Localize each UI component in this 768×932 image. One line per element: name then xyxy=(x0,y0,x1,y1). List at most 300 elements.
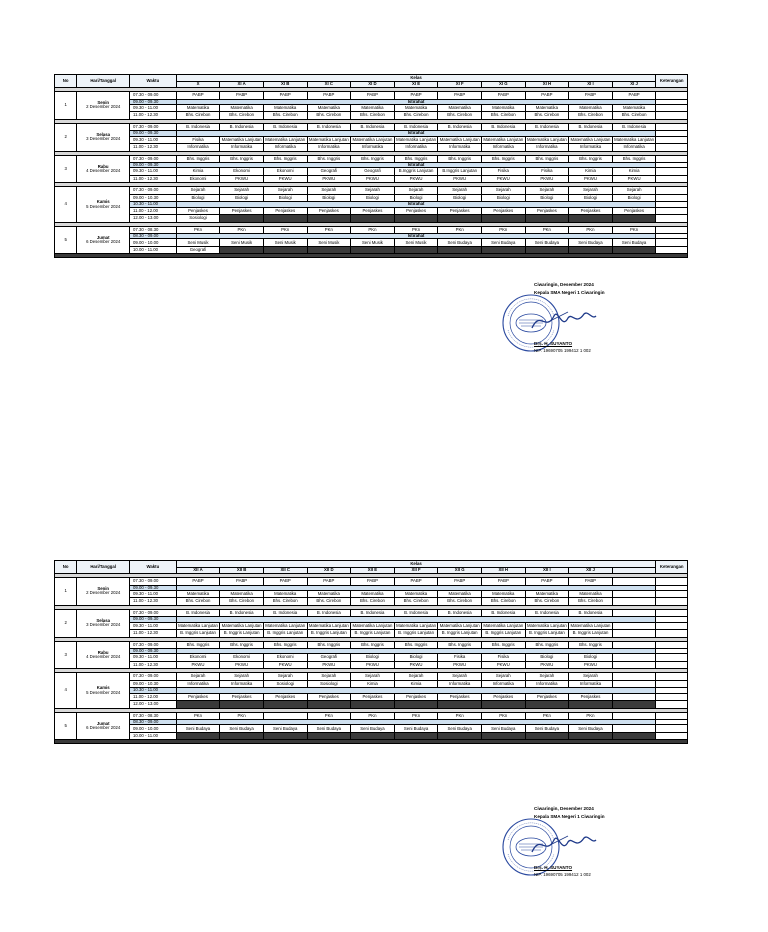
table-row xyxy=(55,673,688,681)
subject-cell: Penjaskes xyxy=(176,693,220,701)
subject-cell: Bhs. Cirebon xyxy=(263,598,307,606)
table-row xyxy=(55,622,688,630)
subject-cell: Fisika xyxy=(525,168,569,176)
day-date: 5 Desember 2024 xyxy=(86,203,121,209)
time-slot: 12.00 - 13.00 xyxy=(130,701,177,709)
subject-cell: Matematika Lanjutan xyxy=(352,136,393,142)
day-date: 3 Desember 2024 xyxy=(86,136,121,142)
subject-cell: PKn xyxy=(569,226,613,234)
signature-scribble xyxy=(528,828,598,858)
subject-cell: Bhs. Cirebon xyxy=(394,112,438,120)
subject-cell: Seni Musik xyxy=(394,239,438,247)
subject-cell: B. Indonesia xyxy=(176,123,220,131)
signature-place-date: Ciwaringin, Desember 2024 xyxy=(534,806,594,811)
subject-cell xyxy=(394,701,438,709)
time-slot: 11.00 - 12.00 xyxy=(130,207,177,215)
subject-cell: Matematika xyxy=(569,104,613,112)
subject-cell: Matematika xyxy=(351,104,395,112)
subject-cell: PABP xyxy=(438,92,482,100)
subject-cell: PKn xyxy=(307,712,351,720)
subject-cell: Matematika Lanjutan xyxy=(265,136,306,142)
subject-cell xyxy=(569,246,613,254)
subject-cell xyxy=(612,680,656,688)
subject-cell: Bhs. Inggris xyxy=(569,155,613,163)
time-slot: 12.00 - 13.00 xyxy=(130,215,177,223)
subject-cell: B. Inggris Lanjutan xyxy=(220,630,264,638)
time-slot: 09.00 - 09.30 xyxy=(130,99,177,104)
table-row xyxy=(55,92,688,100)
time-slot: 07.30 - 09.00 xyxy=(130,123,177,131)
table-row xyxy=(55,239,688,247)
class-header: XI B xyxy=(263,81,307,88)
class-header: XII E xyxy=(351,567,395,574)
day-number: 5 xyxy=(55,712,77,740)
subject-cell: Bhs. Cirebon xyxy=(351,112,395,120)
subject-cell xyxy=(351,215,395,223)
keterangan-cell xyxy=(656,673,688,681)
subject-cell: Ekonomi xyxy=(263,168,307,176)
subject-cell: Penjaskes xyxy=(176,207,220,215)
subject-cell: PKWU xyxy=(307,175,351,183)
subject-cell: B. Inggris Lanjutan xyxy=(438,630,482,638)
subject-cell: Matematika xyxy=(307,104,351,112)
subject-cell: Seni Musik xyxy=(263,239,307,247)
subject-cell: Seni Budaya xyxy=(569,239,613,247)
subject-cell: Bhs. Cirebon xyxy=(612,112,656,120)
signature-name: Drs. H. SUYANTO xyxy=(534,341,573,346)
subject-cell: Kimia xyxy=(569,168,613,176)
table-row xyxy=(55,598,688,606)
subject-cell xyxy=(438,246,482,254)
subject-cell: PABP xyxy=(481,92,525,100)
keterangan-cell xyxy=(656,175,688,183)
subject-cell: Matematika Lanjutan xyxy=(396,622,436,628)
subject-cell: Sejarah xyxy=(481,187,525,195)
time-slot: 09.00 - 09.30 xyxy=(130,649,177,654)
subject-cell: Matematika Lanjutan xyxy=(178,622,218,628)
subject-cell: PKWU xyxy=(438,175,482,183)
subject-cell: PKn xyxy=(525,226,569,234)
time-slot: 07.30 - 09.00 xyxy=(130,673,177,681)
keterangan-cell xyxy=(656,187,688,195)
subject-cell: PKWU xyxy=(525,661,569,669)
class-header: X xyxy=(176,81,220,88)
subject-cell: PKn xyxy=(176,712,220,720)
day-number: 1 xyxy=(55,578,77,606)
class-header: XII D xyxy=(307,567,351,574)
subject-cell: Biologi xyxy=(351,654,395,662)
day-date: 4 Desember 2024 xyxy=(86,653,121,659)
subject-cell: Matematika xyxy=(481,104,525,112)
subject-cell: Matematika xyxy=(438,590,482,598)
subject-cell: Matematika xyxy=(525,104,569,112)
subject-cell: Sejarah xyxy=(438,673,482,681)
subject-cell: PKn xyxy=(263,226,307,234)
subject-cell xyxy=(525,215,569,223)
keterangan-cell xyxy=(656,194,688,202)
time-slot: 07.30 - 08.30 xyxy=(130,712,177,720)
subject-cell: Fisika xyxy=(481,654,525,662)
class-header: XII F xyxy=(394,567,438,574)
subject-cell: Seni Budaya xyxy=(569,725,613,733)
keterangan-cell xyxy=(656,144,688,152)
day-number: 1 xyxy=(55,92,77,120)
keterangan-cell xyxy=(656,630,688,638)
subject-cell: Kimia xyxy=(351,680,395,688)
subject-cell: Sejarah xyxy=(525,187,569,195)
time-slot: 09.30 - 11.00 xyxy=(130,622,177,630)
keterangan-cell xyxy=(656,112,688,120)
break-cell: Istirahat xyxy=(176,163,656,168)
subject-cell: PABP xyxy=(176,92,220,100)
subject-cell: Informatika xyxy=(481,680,525,688)
subject-cell: Penjaskes xyxy=(569,693,613,701)
subject-cell: Sejarah xyxy=(307,673,351,681)
subject-cell: Biologi xyxy=(438,194,482,202)
subject-cell: PABP xyxy=(307,578,351,586)
table-row xyxy=(55,168,688,176)
signature-block-2 xyxy=(500,806,670,878)
subject-cell: Matematika xyxy=(307,590,351,598)
subject-cell: Bhs. Inggris xyxy=(612,155,656,163)
subject-cell: Informatika xyxy=(351,144,395,152)
subject-cell: Bhs. Cirebon xyxy=(176,598,220,606)
subject-cell: Sejarah xyxy=(220,673,264,681)
time-slot: 07.30 - 09.00 xyxy=(130,578,177,586)
subject-cell: B. Indonesia xyxy=(569,609,613,617)
table-row xyxy=(55,123,688,131)
day-name: Kamis xyxy=(96,199,110,205)
subject-cell xyxy=(525,246,569,254)
table-row xyxy=(55,732,688,740)
subject-cell xyxy=(612,246,656,254)
table-row xyxy=(55,104,688,112)
time-slot: 11.00 - 12.30 xyxy=(130,112,177,120)
subject-cell: Penjaskes xyxy=(307,693,351,701)
subject-cell: Matematika Lanjutan xyxy=(308,136,349,142)
class-header: XI C xyxy=(307,81,351,88)
day-cell xyxy=(77,712,130,740)
subject-cell: Seni Budaya xyxy=(394,725,438,733)
subject-cell: PABP xyxy=(263,92,307,100)
subject-cell: Bhs. Cirebon xyxy=(438,598,482,606)
subject-cell: PABP xyxy=(307,92,351,100)
subject-cell: Matematika xyxy=(220,590,264,598)
time-slot: 11.00 - 12.30 xyxy=(130,630,177,638)
day-date: 6 Desember 2024 xyxy=(86,725,121,731)
subject-cell: Bhs. Cirebon xyxy=(307,598,351,606)
subject-cell xyxy=(263,215,307,223)
subject-cell: Informatika xyxy=(307,144,351,152)
break-cell: Istirahat xyxy=(176,99,656,104)
subject-cell: Sejarah xyxy=(351,673,395,681)
subject-cell: Matematika xyxy=(176,104,220,112)
table-row xyxy=(55,136,688,144)
day-name: Rabu xyxy=(97,649,109,655)
subject-cell: Seni Musik xyxy=(351,239,395,247)
subject-cell: B. Inggris Lanjutan xyxy=(481,630,525,638)
subject-cell: Sejarah xyxy=(481,673,525,681)
subject-cell: PKn xyxy=(220,712,264,720)
table-row xyxy=(55,112,688,120)
break-cell: Istirahat xyxy=(176,234,656,239)
signature-nip: NIP. 19690705 199412 1 002 xyxy=(534,348,591,353)
subject-cell: Bhs. Cirebon xyxy=(394,598,438,606)
subject-cell: Informatika xyxy=(220,680,264,688)
keterangan-cell xyxy=(656,155,688,163)
time-slot: 08.30 - 09.00 xyxy=(130,720,177,725)
subject-cell xyxy=(569,701,613,709)
subject-cell: Matematika Lanjutan xyxy=(526,622,567,628)
subject-cell: Bhs. Inggris xyxy=(263,155,307,163)
subject-cell: Matematika Lanjutan xyxy=(439,622,480,628)
subject-cell: PKn xyxy=(394,226,438,234)
subject-cell: Matematika Lanjutan xyxy=(221,136,262,142)
subject-cell: Biologi xyxy=(569,194,613,202)
keterangan-cell xyxy=(656,207,688,215)
subject-cell: Sejarah xyxy=(176,187,220,195)
subject-cell: Bhs. Inggris xyxy=(569,641,613,649)
subject-cell: Matematika xyxy=(394,104,438,112)
subject-cell: Bhs. Cirebon xyxy=(569,598,613,606)
table-head-day: Hari/Tanggal xyxy=(77,561,130,574)
table-row xyxy=(55,630,688,638)
keterangan-cell xyxy=(656,598,688,606)
table-row xyxy=(55,194,688,202)
day-name: Kamis xyxy=(96,685,110,691)
subject-cell xyxy=(394,732,438,740)
subject-cell: Sosiologi xyxy=(176,215,220,223)
subject-cell: Penjaskes xyxy=(438,693,482,701)
day-date: 4 Desember 2024 xyxy=(86,167,121,173)
subject-cell xyxy=(263,732,307,740)
subject-cell: Sejarah xyxy=(438,187,482,195)
subject-cell: Bhs. Inggris xyxy=(438,641,482,649)
class-header: XII H xyxy=(481,567,525,574)
day-name: Rabu xyxy=(97,163,109,169)
subject-cell: B. Inggris Lanjutan xyxy=(351,630,395,638)
subject-cell: Seni Budaya xyxy=(612,239,656,247)
class-header: XI H xyxy=(525,81,569,88)
time-slot: 11.00 - 12.30 xyxy=(130,144,177,152)
subject-cell: Seni Budaya xyxy=(220,725,264,733)
time-slot: 09.30 - 11.00 xyxy=(130,168,177,176)
day-cell xyxy=(77,673,130,708)
subject-cell: Informatika xyxy=(438,680,482,688)
subject-cell: Matematika xyxy=(263,104,307,112)
subject-cell: Seni Budaya xyxy=(438,725,482,733)
day-date: 6 Desember 2024 xyxy=(86,239,121,245)
subject-cell: PKn xyxy=(612,226,656,234)
subject-cell: PKWU xyxy=(525,175,569,183)
schedule-page-2 xyxy=(54,560,688,744)
subject-cell: Bhs. Inggris xyxy=(220,641,264,649)
table-head-kelas: Kelas xyxy=(176,561,656,568)
subject-cell: Seni Budaya xyxy=(525,239,569,247)
subject-cell xyxy=(307,215,351,223)
subject-cell: Sejarah xyxy=(263,673,307,681)
class-header: XI A xyxy=(220,81,264,88)
subject-cell: Ekonomi xyxy=(263,654,307,662)
subject-cell: B. Indonesia xyxy=(438,609,482,617)
subject-cell xyxy=(438,701,482,709)
signature-nip: NIP. 19690705 199412 1 002 xyxy=(534,872,591,877)
subject-cell: Bhs. Cirebon xyxy=(263,112,307,120)
subject-cell: PABP xyxy=(394,578,438,586)
table-row xyxy=(55,578,688,586)
subject-cell xyxy=(394,246,438,254)
subject-cell: Informatika xyxy=(481,144,525,152)
subject-cell: Informatika xyxy=(569,680,613,688)
table-row xyxy=(55,701,688,709)
table-row xyxy=(55,155,688,163)
time-slot: 08.30 - 09.00 xyxy=(130,234,177,239)
subject-cell: PABP xyxy=(351,578,395,586)
day-name: Jumat xyxy=(96,720,110,726)
subject-cell: PKWU xyxy=(263,175,307,183)
subject-cell: PABP xyxy=(525,578,569,586)
day-cell xyxy=(77,578,130,606)
keterangan-cell xyxy=(656,732,688,740)
class-header: XI F xyxy=(438,81,482,88)
subject-cell: Penjaskes xyxy=(351,207,395,215)
keterangan-cell xyxy=(656,578,688,586)
subject-cell xyxy=(612,701,656,709)
subject-cell: Seni Musik xyxy=(220,239,264,247)
subject-cell: Sejarah xyxy=(569,673,613,681)
subject-cell: Bhs. Cirebon xyxy=(569,112,613,120)
time-slot: 10.30 - 11.00 xyxy=(130,688,177,693)
subject-cell: Bhs. Inggris xyxy=(263,641,307,649)
subject-cell xyxy=(612,598,656,606)
signature-name: Drs. H. SUYANTO xyxy=(534,865,573,870)
subject-cell xyxy=(307,732,351,740)
subject-cell: B. Indonesia xyxy=(394,123,438,131)
time-slot: 09.00 - 09.30 xyxy=(130,163,177,168)
subject-cell: Sejarah xyxy=(612,187,656,195)
day-separator xyxy=(55,254,688,258)
subject-cell: PKn xyxy=(220,226,264,234)
subject-cell: Bhs. Inggris xyxy=(220,155,264,163)
day-name: Senin xyxy=(97,100,110,106)
day-date: 2 Desember 2024 xyxy=(86,104,121,110)
subject-cell: PKWU xyxy=(394,175,438,183)
table-row xyxy=(55,144,688,152)
subject-cell: Matematika Lanjutan xyxy=(439,136,480,142)
subject-cell: Bhs. Inggris xyxy=(438,155,482,163)
subject-cell: PABP xyxy=(176,578,220,586)
time-slot: 09.30 - 11.00 xyxy=(130,136,177,144)
subject-cell xyxy=(220,732,264,740)
subject-cell xyxy=(612,725,656,733)
subject-cell: B. Indonesia xyxy=(263,123,307,131)
subject-cell: Bhs. Inggris xyxy=(481,641,525,649)
subject-cell: Informatika xyxy=(394,144,438,152)
subject-cell: PKWU xyxy=(569,175,613,183)
subject-cell: Penjaskes xyxy=(220,207,264,215)
subject-cell: Geografi xyxy=(176,246,220,254)
class-header: XI D xyxy=(351,81,395,88)
subject-cell: Sosiologi xyxy=(307,680,351,688)
subject-cell xyxy=(612,630,656,638)
subject-cell: Matematika Lanjutan xyxy=(308,622,349,628)
day-name: Jumat xyxy=(96,234,110,240)
subject-cell xyxy=(438,732,482,740)
class-header: XI I xyxy=(569,81,613,88)
subject-cell: Seni Budaya xyxy=(176,725,220,733)
table-row xyxy=(55,226,688,234)
subject-cell: PKWU xyxy=(351,175,395,183)
break-cell: Istirahat xyxy=(176,131,656,136)
day-name: Selasa xyxy=(96,131,110,137)
subject-cell: Informatika xyxy=(438,144,482,152)
subject-cell: Matematika Lanjutan xyxy=(483,622,524,628)
table-row xyxy=(55,661,688,669)
subject-cell: Bhs. Cirebon xyxy=(351,598,395,606)
time-slot: 10.00 - 11.00 xyxy=(130,246,177,254)
subject-cell: B. Inggris Lanjutan xyxy=(307,630,351,638)
table-row xyxy=(55,187,688,195)
keterangan-cell xyxy=(656,725,688,733)
subject-cell xyxy=(612,673,656,681)
subject-cell: Matematika xyxy=(220,104,264,112)
subject-cell: PABP xyxy=(438,578,482,586)
subject-cell: Biologi xyxy=(176,194,220,202)
subject-cell xyxy=(612,609,656,617)
day-cell xyxy=(77,187,130,222)
subject-cell: Penjaskes xyxy=(263,693,307,701)
subject-cell: PKn xyxy=(307,226,351,234)
subject-cell: Matematika Lanjutan xyxy=(614,136,655,142)
subject-cell: PABP xyxy=(220,578,264,586)
time-slot: 07.30 - 09.00 xyxy=(130,187,177,195)
day-cell xyxy=(77,92,130,120)
subject-cell: PABP xyxy=(220,92,264,100)
subject-cell: PKn xyxy=(481,712,525,720)
class-header: XI G xyxy=(481,81,525,88)
subject-cell: PABP xyxy=(569,578,613,586)
day-number: 4 xyxy=(55,187,77,222)
subject-cell: Ekonomi xyxy=(176,175,220,183)
table-head-time: Waktu xyxy=(130,75,177,88)
subject-cell: PABP xyxy=(263,578,307,586)
subject-cell: Bhs. Cirebon xyxy=(307,112,351,120)
subject-cell: B. Inggris Lanjutan xyxy=(569,630,613,638)
subject-cell xyxy=(220,701,264,709)
signature-place-date: Ciwaringin, Desember 2024 xyxy=(534,282,594,287)
subject-cell: Bhs. Inggris xyxy=(176,155,220,163)
table-head-kelas: Kelas xyxy=(176,75,656,82)
day-date: 5 Desember 2024 xyxy=(86,689,121,695)
class-header: XII C xyxy=(263,567,307,574)
table-row xyxy=(55,654,688,662)
subject-cell: Sejarah xyxy=(394,187,438,195)
subject-cell: Penjaskes xyxy=(481,693,525,701)
day-number: 5 xyxy=(55,226,77,254)
subject-cell: B. Indonesia xyxy=(569,123,613,131)
subject-cell xyxy=(481,246,525,254)
subject-cell: Penjaskes xyxy=(263,207,307,215)
time-slot: 07.30 - 08.30 xyxy=(130,226,177,234)
subject-cell: B. Indonesia xyxy=(481,609,525,617)
subject-cell: PKWU xyxy=(394,661,438,669)
keterangan-cell xyxy=(656,641,688,649)
signature-position: Kepala SMA Negeri 1 Ciwaringin xyxy=(534,814,605,819)
table-head-no: No xyxy=(55,561,77,574)
signature-block-1 xyxy=(500,282,670,354)
time-slot: 09.00 - 09.30 xyxy=(130,617,177,622)
day-cell xyxy=(77,226,130,254)
